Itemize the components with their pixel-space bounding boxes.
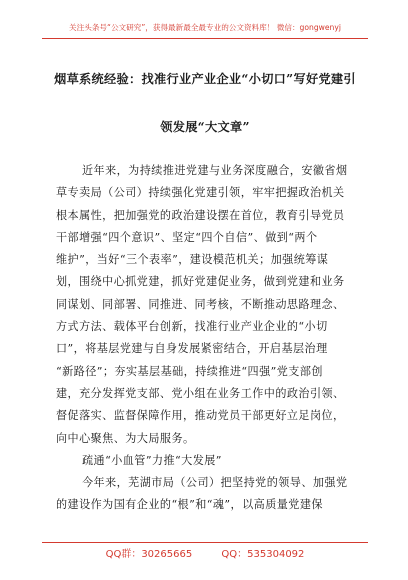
body-line: 近年来，为持续推进党建与业务深度融合，安徽省烟 [82,164,348,177]
body-line: 口”，将基层党建与自身发展紧密结合，开启基层治理 [56,342,328,356]
body-line: 向中心聚焦、为大局服务。 [56,431,195,445]
header-banner: 关注头条号“公文研究”，获得最新最全最专业的公文资料库！ 微信：gongwenyj [69,23,341,32]
header-divider [42,38,368,39]
body-line: 根本属性，把加强党的政治建设摆在首位，教育引导党员 [56,208,345,222]
body-line: 干部增强“四个意识”、坚定“四个自信”、做到“两个 [56,230,318,244]
body-line: 划，围绕中心抓党建，抓好党建促业务，做到党建和业务 [56,275,345,289]
body-line: 督促落实、监督保障作用，推动党员干部更好立足岗位， [56,409,345,423]
footer-contact [42,545,368,560]
footer-qq-number: QQ：535304092 [221,549,305,560]
body-line: 同谋划、同部署、同推进、同考核，不断推动思路理念、 [56,297,345,311]
document-title-line-1: 烟草系统经验：找准行业产业企业“小切口”写好党建引 [54,72,356,86]
body-line: 草专卖局（公司）持续强化党建引领，牢牢把握政治机关 [56,186,345,200]
body-line: 的建设作为国有企业的“根”和“魂”，以高质量党建保 [56,498,323,512]
section-heading: 疏通“小血管”力推“大发展” [82,453,222,467]
body-line: 方式方法、载体平台创新，找准行业产业企业的“小切 [56,320,328,334]
footer-qq-group: QQ群：30265665 [105,549,193,560]
document-title-line-2: 领发展“大文章” [160,120,250,134]
document-body [56,160,360,517]
body-line: 维护”，当好“三个表率”，建设模范机关；加强统筹谋 [56,253,329,267]
body-line: 今年来，芜湖市局（公司）把坚持党的领导、加强党 [82,476,348,490]
body-line: 建，充分发挥党支部、党小组在业务工作中的政治引领、 [56,386,345,400]
footer-divider [42,542,368,543]
body-line: “新路径”；夯实基层基础，持续推进“四强”党支部创 [56,364,323,378]
